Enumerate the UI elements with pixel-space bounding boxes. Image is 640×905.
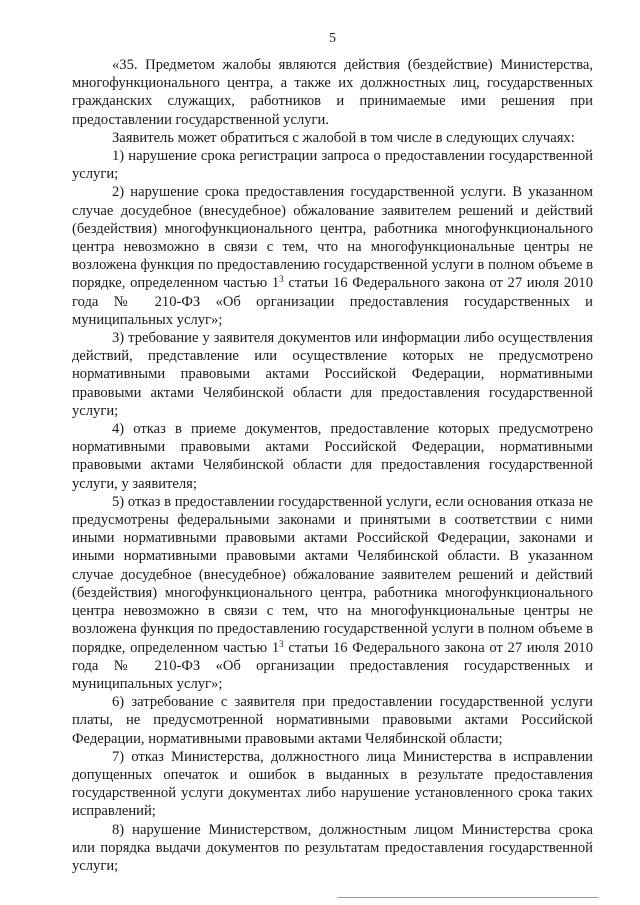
superscript-part-number: 3 [279,274,284,285]
paragraph-case-6: 6) затребование с заявителя при предоставлении государственной услуги платы, не предусмотренной нормативными правовыми актами Российской Федерации, нормативными правовыми актами Челябинской области; [72,694,593,747]
page-number: 5 [329,31,336,46]
paragraph-case-2-text-start: 2) нарушение срока предоставления государственной услуги. В указанном случае досудебное (внесудебное) обжалование заявителем решений и действий (бездействия) многофункционального центра, работника многофункционального центра невозможно в связи с тем, что на многофункциональные центры не возложена функция по предоставлению государственной услуги в полном объеме в порядке, определенном частью 1 [72,184,593,292]
paragraph-case-5-text-end: статьи 16 Федерального закона от 27 июля 2010 года № 210-ФЗ «Об организации предоставления государственных и муниципальных услуг»; [72,639,593,692]
paragraph-case-1: 1) нарушение срока регистрации запроса о предоставлении государственной услуги; [72,148,593,183]
paragraph-case-2 [72,183,593,329]
document-body [72,56,593,875]
paragraph-case-8: 8) нарушение Министерством, должностным лицом Министерства срока или порядка выдачи документов по результатам предоставления государственной услуги; [72,821,593,874]
paragraph-subject-of-complaint: «35. Предметом жалобы являются действия (бездействие) Министерства, многофункционального центра, а также их должностных лиц, государственных гражданских служащих, работников и принимаемые ими решения при предоставлении государственной услуги. [72,57,593,128]
bottom-rule-line [338,897,598,898]
paragraph-case-3: 3) требование у заявителя документов или информации либо осуществления действий, представление или осуществление которых не предусмотрено нормативными правовыми актами Российской Федерации, нормативными правовыми актами Челябинской области для предоставления государственной услуги; [72,330,593,419]
paragraph-case-2-text-end: статьи 16 Федерального закона от 27 июля 2010 года № 210-ФЗ «Об организации предоставления государственных и муниципальных услуг»; [72,275,593,328]
paragraph-case-7: 7) отказ Министерства, должностного лица Министерства в исправлении допущенных опечаток и ошибок в выданных в результате предоставления государственной услуги документах либо нарушение установленного срока таких исправлений; [72,748,593,820]
paragraph-case-5-text-start: 5) отказ в предоставлении государственной услуги, если основания отказа не предусмотрены федеральными законами и принятыми в соответствии с ними иными нормативными правовыми актами Российской Федерации, законами и иными нормативными правовыми актами Челябинской области. В указанном случае досудебное (внесудебное) обжалование заявителем решений и действий (бездействия) многофункционального центра, работника многофункционального центра невозможно в связи с тем, что на многофункциональные центры не возложена функция по предоставлению государственной услуги в полном объеме в порядке, определенном частью 1 [72,493,593,656]
paragraph-case-4: 4) отказ в приеме документов, предоставление которых предусмотрено нормативными правовыми актами Российской Федерации, нормативными правовыми актами Челябинской области для предоставления государственной услуги, у заявителя; [72,421,593,492]
paragraph-complaint-cases-intro: Заявитель может обратиться с жалобой в том числе в следующих случаях: [112,129,575,146]
superscript-part-number: 3 [279,638,284,649]
paragraph-case-5 [72,493,593,693]
